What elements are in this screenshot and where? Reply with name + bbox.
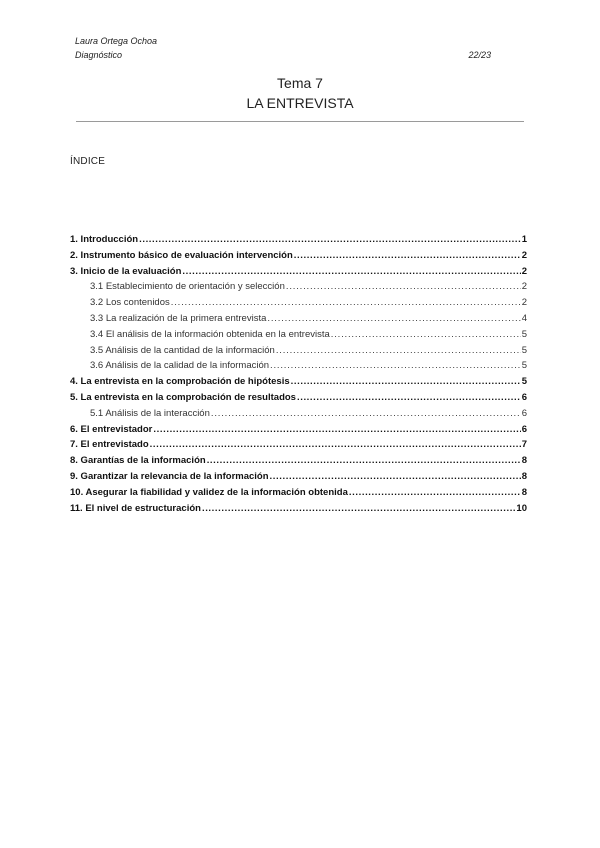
- toc-entry-page: 4: [521, 312, 527, 324]
- toc-entry[interactable]: [70, 374, 527, 390]
- toc-entry-page: 1: [521, 234, 527, 245]
- toc-entry[interactable]: [70, 311, 527, 327]
- toc-entry-title: 7. El entrevistado: [70, 439, 149, 451]
- toc-dot-leader: [291, 374, 521, 390]
- toc-dot-leader: [267, 311, 520, 327]
- toc-entry[interactable]: [70, 453, 527, 469]
- toc-entry-page: 8: [521, 455, 527, 467]
- toc-dot-leader: [182, 264, 520, 280]
- toc-entry-page: 2: [521, 281, 527, 293]
- toc-entry-page: 7: [521, 439, 527, 451]
- toc-entry-page: 6: [521, 423, 527, 435]
- toc-entry-title: 11. El nivel de estructuración: [70, 502, 201, 514]
- toc-entry-title: 3.1 Establecimiento de orientación y selección: [90, 281, 285, 293]
- toc-dot-leader: [276, 343, 521, 359]
- toc-entry[interactable]: [70, 232, 527, 248]
- toc-entry-page: 5: [521, 360, 527, 372]
- toc-dot-leader: [211, 406, 521, 422]
- toc-entry-title: 9. Garantizar la relevancia de la información: [70, 470, 269, 482]
- toc-entry-page: 2: [521, 297, 527, 309]
- toc-entry-title: 3.4 El análisis de la información obtenida en la entrevista: [90, 328, 330, 340]
- document-title: [0, 73, 600, 113]
- toc-entry-page: 8: [521, 486, 527, 498]
- toc-dot-leader: [270, 469, 521, 485]
- toc-dot-leader: [202, 501, 515, 517]
- toc-entry-page: 2: [521, 249, 527, 261]
- toc-entry-page: 6: [521, 407, 527, 419]
- toc-entry-title: 4. La entrevista en la comprobación de hipótesis: [70, 376, 290, 388]
- toc-entry-title: 1. Introducción: [70, 234, 139, 245]
- toc-entry-page: 5: [521, 344, 527, 356]
- toc-entry-title: 8. Garantías de la información: [70, 455, 206, 467]
- toc-entry[interactable]: [70, 248, 527, 264]
- toc-entry[interactable]: [70, 358, 527, 374]
- toc-entry-title: 5.1 Análisis de la interacción: [90, 407, 210, 419]
- toc-entry[interactable]: [70, 343, 527, 359]
- toc-dot-leader: [150, 437, 521, 453]
- toc-entry[interactable]: [70, 469, 527, 485]
- toc-dot-leader: [139, 232, 521, 248]
- title-divider: [76, 121, 524, 122]
- toc-entry-page: 2: [521, 265, 527, 277]
- toc-entry[interactable]: [70, 327, 527, 343]
- toc-entry[interactable]: [70, 406, 527, 422]
- toc-entry-page: 6: [521, 391, 527, 403]
- toc-entry[interactable]: [70, 485, 527, 501]
- toc-entry-page: 5: [521, 376, 527, 388]
- index-heading: ÍNDICE: [70, 156, 106, 167]
- toc-entry[interactable]: [70, 422, 527, 438]
- toc-entry-title: 3.2 Los contenidos: [90, 297, 170, 309]
- page-header: [75, 34, 157, 62]
- header-page-number: 22/23: [468, 50, 491, 60]
- toc-entry-title: 2. Instrumento básico de evaluación intervención: [70, 249, 293, 261]
- toc-entry-title: 3. Inicio de la evaluación: [70, 265, 182, 277]
- toc-dot-leader: [270, 358, 521, 374]
- toc-entry[interactable]: [70, 437, 527, 453]
- toc-entry-title: 3.5 Análisis de la cantidad de la información: [90, 344, 275, 356]
- header-author: Laura Ortega Ochoa: [75, 36, 158, 46]
- header-subject: Diagnóstico: [75, 50, 123, 60]
- toc-entry[interactable]: [70, 264, 527, 280]
- toc-entry-title: 3.6 Análisis de la calidad de la información: [90, 360, 270, 372]
- toc-entry[interactable]: [70, 390, 527, 406]
- toc-dot-leader: [207, 453, 521, 469]
- toc-dot-leader: [171, 295, 521, 311]
- table-of-contents: [70, 232, 527, 516]
- toc-entry-page: 5: [521, 328, 527, 340]
- toc-dot-leader: [286, 279, 521, 295]
- toc-entry-page: 8: [521, 470, 527, 482]
- toc-dot-leader: [294, 248, 521, 264]
- title-main: LA ENTREVISTA: [246, 95, 354, 111]
- toc-entry-title: 6. El entrevistador: [70, 423, 153, 435]
- toc-entry[interactable]: [70, 295, 527, 311]
- toc-dot-leader: [349, 485, 521, 501]
- toc-entry[interactable]: [70, 279, 527, 295]
- toc-entry-page: 10: [516, 502, 527, 514]
- toc-entry[interactable]: [70, 501, 527, 517]
- toc-dot-leader: [297, 390, 521, 406]
- toc-entry-title: 3.3 La realización de la primera entrevista: [90, 312, 267, 324]
- title-topic: Tema 7: [277, 75, 323, 91]
- toc-entry-title: 5. La entrevista en la comprobación de resultados: [70, 391, 296, 403]
- toc-entry-title: 10. Asegurar la fiabilidad y validez de la información obtenida: [70, 486, 348, 498]
- toc-dot-leader: [153, 422, 520, 438]
- toc-dot-leader: [331, 327, 521, 343]
